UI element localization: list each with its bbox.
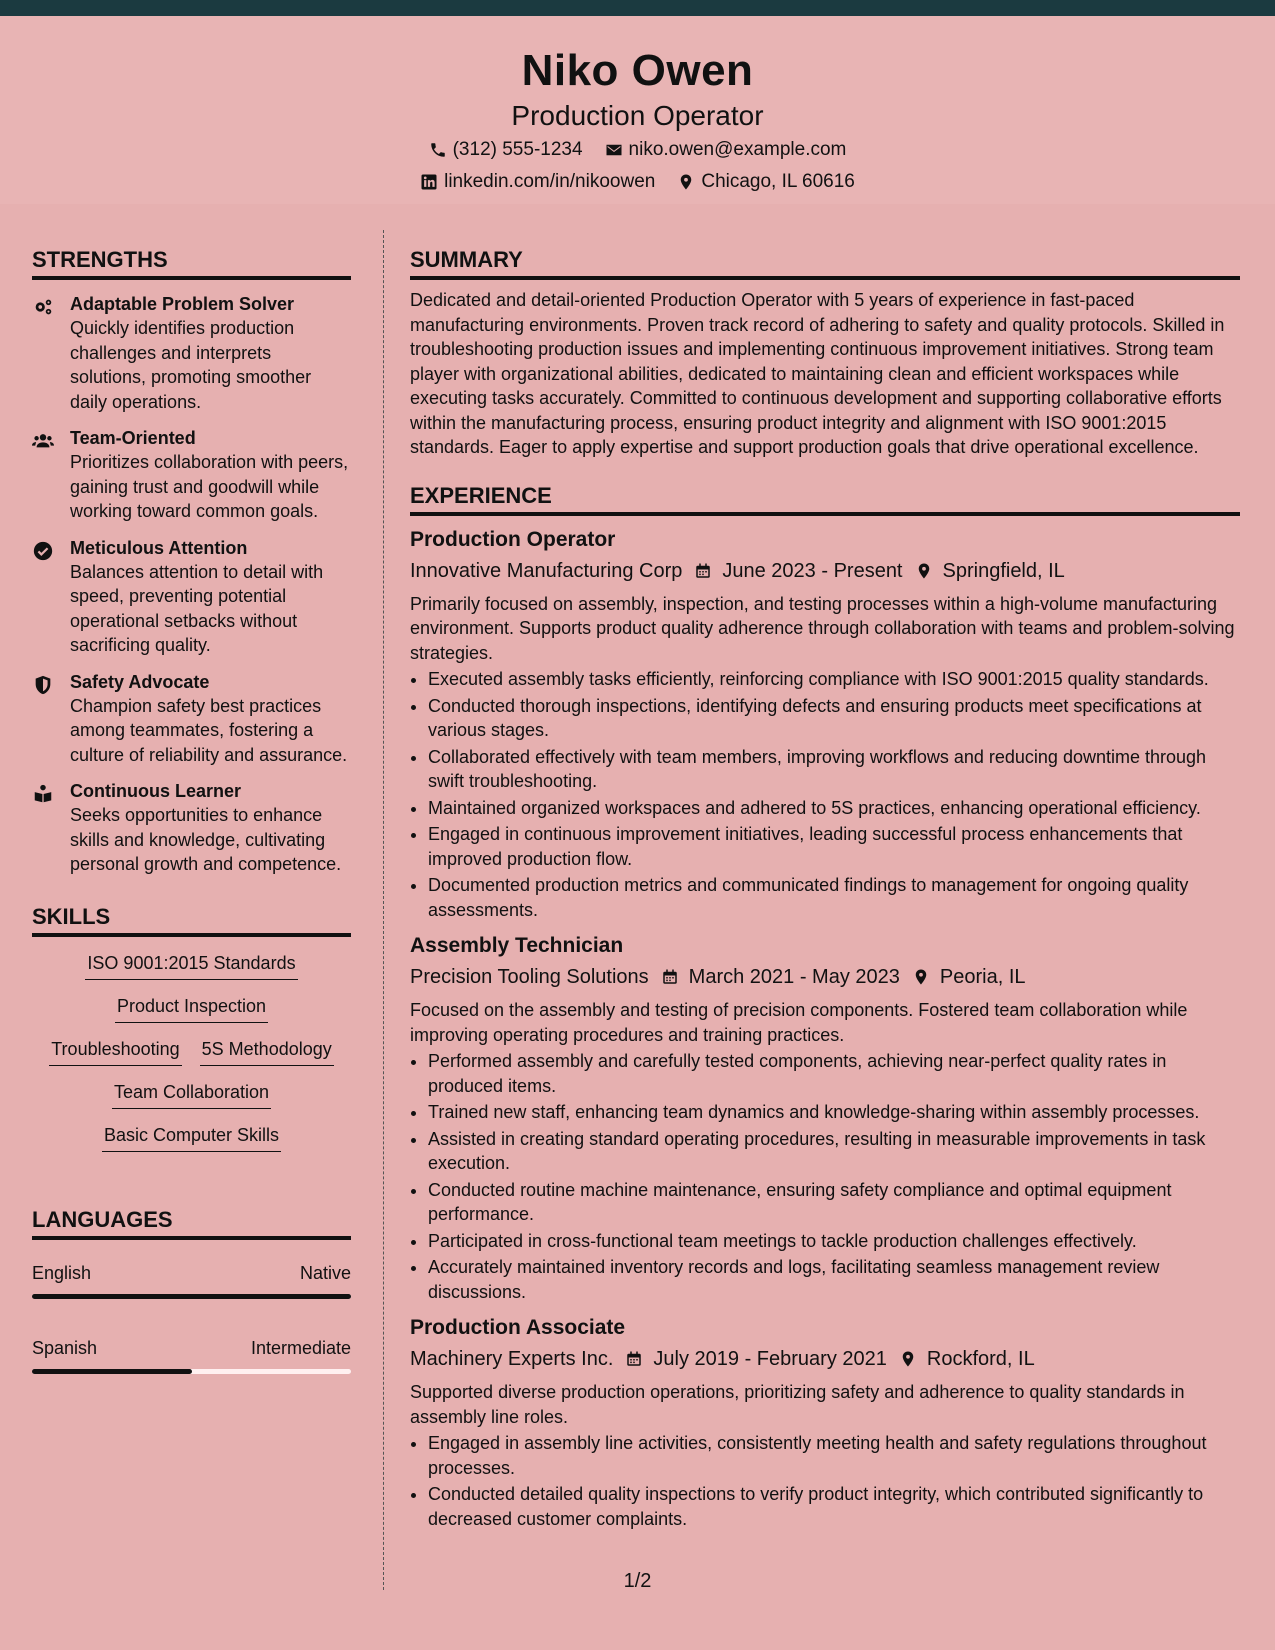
job-location-wrap [912, 962, 1026, 992]
right-column [410, 230, 1240, 1533]
job-meta [410, 962, 1240, 992]
job-entry [410, 930, 1240, 1304]
language-name: English [32, 1262, 92, 1283]
job-title: Production Operator [410, 527, 616, 551]
job-bullet: • Accurately maintained inventory records and logs, facilitating seamless management review discussions. [428, 1255, 1240, 1304]
job-bullet: • Assisted in creating standard operating procedures, resulting in measurable improvements in task execution. [428, 1127, 1240, 1176]
job-company: Precision Tooling Solutions [410, 966, 649, 988]
job-entry [410, 524, 1240, 923]
job-bullet: • Conducted routine machine maintenance, ensuring safety compliance and optimal equipment performance. [428, 1178, 1240, 1227]
language-item [32, 1335, 351, 1374]
map-pin-icon [915, 562, 933, 580]
job-bullet: • Participated in cross-functional team meetings to tackle production challenges effectively. [428, 1229, 1240, 1254]
calendar-icon [694, 562, 712, 580]
left-column [32, 230, 351, 1374]
contact-row-1 [0, 134, 1275, 166]
map-pin-icon [912, 968, 930, 986]
top-bar [0, 0, 1275, 16]
job-meta [410, 1344, 1240, 1374]
phone-icon [429, 141, 447, 159]
strength-item [32, 426, 351, 524]
gears-icon [32, 296, 54, 318]
job-dates: July 2019 - February 2021 [653, 1348, 887, 1370]
job-bullet: • Conducted thorough inspections, identifying defects and ensuring products meet specifications at various stages. [428, 694, 1240, 743]
strength-item [32, 292, 351, 414]
check-circle-icon [32, 540, 54, 562]
email-text: niko.owen@example.com [628, 139, 847, 160]
job-location: Springfield, IL [942, 559, 1065, 582]
skills-list [32, 949, 351, 1152]
language-item [32, 1260, 351, 1299]
strength-desc: Seeks opportunities to enhance skills and knowledge, cultivating personal growth and competence. [70, 805, 342, 874]
skill-tag: Troubleshooting [49, 1035, 181, 1066]
header [0, 16, 1275, 204]
strength-desc: Balances attention to detail with speed, preventing potential operational setbacks without sacrificing quality. [70, 561, 324, 655]
skill-tag: Basic Computer Skills [102, 1121, 281, 1152]
candidate-title: Production Operator [511, 100, 764, 131]
jobs-list [410, 524, 1240, 1532]
job-dates: March 2021 - May 2023 [688, 966, 900, 988]
job-dates-wrap [694, 556, 902, 586]
language-bar-fill [32, 1294, 351, 1299]
job-location: Peoria, IL [939, 966, 1026, 988]
strength-title: Safety Advocate [70, 671, 210, 692]
job-bullet: • Performed assembly and carefully tested components, achieving near-perfect quality rates in produced items. [428, 1049, 1240, 1098]
job-description: Supported diverse production operations, prioritizing safety and adherence to quality standards in assembly line roles. [410, 1382, 1185, 1427]
job-location: Rockford, IL [926, 1348, 1035, 1370]
job-dates-wrap [625, 1344, 886, 1374]
job-entry [410, 1312, 1240, 1531]
job-description: Focused on the assembly and testing of precision components. Fostered team collaboration while improving operating procedures and training practices. [410, 1000, 1188, 1045]
book-reader-icon [32, 783, 54, 805]
phone-contact[interactable] [429, 134, 583, 166]
candidate-name: Niko Owen [521, 46, 754, 95]
job-bullet: • Maintained organized workspaces and adhered to 5S practices, enhancing operational efficiency. [428, 796, 1240, 821]
strength-item [32, 536, 351, 658]
strength-title: Meticulous Attention [70, 537, 248, 558]
skills-heading: SKILLS [32, 887, 351, 937]
job-bullet: • Collaborated effectively with team members, improving workflows and reducing downtime through swift troubleshooting. [428, 745, 1240, 794]
linkedin-text: linkedin.com/in/nikoowen [444, 171, 656, 192]
job-bullet: • Conducted detailed quality inspections to verify product integrity, which contributed significantly to decreased customer complaints. [428, 1482, 1240, 1531]
language-bar [32, 1369, 351, 1374]
column-divider [383, 230, 384, 1590]
strength-title: Continuous Learner [70, 781, 242, 801]
job-description: Primarily focused on assembly, inspection, and testing processes within a high-volume manufacturing environment. Supports product quality adherence through collaboration with teams and problem-solving strategies. [410, 593, 1235, 663]
skill-tag: 5S Methodology [200, 1035, 334, 1066]
job-bullet: • Documented production metrics and communicated findings to management for ongoing quality assessments. [428, 873, 1240, 922]
job-location-wrap [915, 556, 1065, 586]
strength-title: Adaptable Problem Solver [70, 294, 295, 314]
languages-heading: LANGUAGES [32, 1190, 351, 1240]
map-pin-icon [677, 173, 695, 191]
job-title: Assembly Technician [410, 934, 624, 957]
job-bullet: • Engaged in assembly line activities, consistently meeting health and safety regulations throughout processes. [428, 1431, 1240, 1480]
language-level: Native [299, 1262, 351, 1283]
job-bullets [410, 1431, 1240, 1531]
strength-desc: Quickly identifies production challenges and interprets solutions, promoting smoother daily operations. [70, 318, 312, 412]
email-contact[interactable] [605, 134, 847, 166]
job-company: Innovative Manufacturing Corp [410, 559, 683, 582]
shield-icon [32, 674, 54, 696]
strength-title: Team-Oriented [70, 428, 196, 448]
job-bullet: • Trained new staff, enhancing team dynamics and knowledge-sharing within assembly processes. [428, 1100, 1240, 1125]
strength-item [32, 779, 351, 877]
job-dates: June 2023 - Present [722, 559, 903, 582]
users-icon [32, 430, 54, 452]
job-meta [410, 556, 1240, 586]
envelope-icon [605, 141, 623, 159]
language-level: Intermediate [250, 1337, 351, 1358]
language-bar-fill [32, 1369, 192, 1374]
job-dates-wrap [661, 962, 900, 992]
map-pin-icon [899, 1350, 917, 1368]
calendar-icon [625, 1350, 643, 1368]
job-bullets [410, 1049, 1240, 1304]
page-number: 1/2 [623, 1570, 652, 1592]
skill-tag: Team Collaboration [112, 1078, 271, 1109]
strength-desc: Prioritizes collaboration with peers, gaining trust and goodwill while working toward common goals. [70, 452, 349, 521]
summary-text: Dedicated and detail-oriented Production Operator with 5 years of experience in fast-paced manufacturing environments. Proven track record of adhering to safety and quality protocols. Skilled in troubleshooting production issues and implementing continuous improvement initiatives. Strong team player with organizational abilities, dedicated to maintaining clean and efficient workspaces while executing tasks accurately. Committed to continuous development and supporting collaborative efforts within the manufacturing process, ensuring product integrity and alignment with ISO 9001:2015 standards. Eager to apply expertise and support production goals that drive operational excellence. [410, 290, 1225, 457]
skill-tag: ISO 9001:2015 Standards [85, 949, 297, 980]
contact-row-2 [0, 166, 1275, 198]
strength-item [32, 670, 351, 768]
linkedin-contact[interactable] [420, 166, 655, 198]
job-bullets [410, 667, 1240, 922]
job-bullet: • Executed assembly tasks efficiently, reinforcing compliance with ISO 9001:2015 quality standards. [428, 667, 1240, 692]
strengths-heading: STRENGTHS [32, 230, 351, 280]
summary-heading: SUMMARY [410, 230, 1240, 280]
language-name: Spanish [32, 1337, 98, 1358]
skill-tag: Product Inspection [115, 992, 268, 1023]
linkedin-icon [420, 173, 438, 191]
location-text: Chicago, IL 60616 [701, 171, 855, 192]
experience-heading: EXPERIENCE [410, 466, 1240, 516]
calendar-icon [661, 968, 679, 986]
job-title: Production Associate [410, 1316, 626, 1339]
job-company: Machinery Experts Inc. [410, 1348, 614, 1370]
strength-desc: Champion safety best practices among teammates, fostering a culture of reliability and assurance. [70, 695, 348, 765]
language-bar [32, 1294, 351, 1299]
job-location-wrap [899, 1344, 1035, 1374]
job-bullet: • Engaged in continuous improvement initiatives, leading successful process enhancements that improved production flow. [428, 822, 1240, 871]
location-contact [677, 166, 855, 198]
phone-text: (312) 555-1234 [452, 139, 583, 160]
